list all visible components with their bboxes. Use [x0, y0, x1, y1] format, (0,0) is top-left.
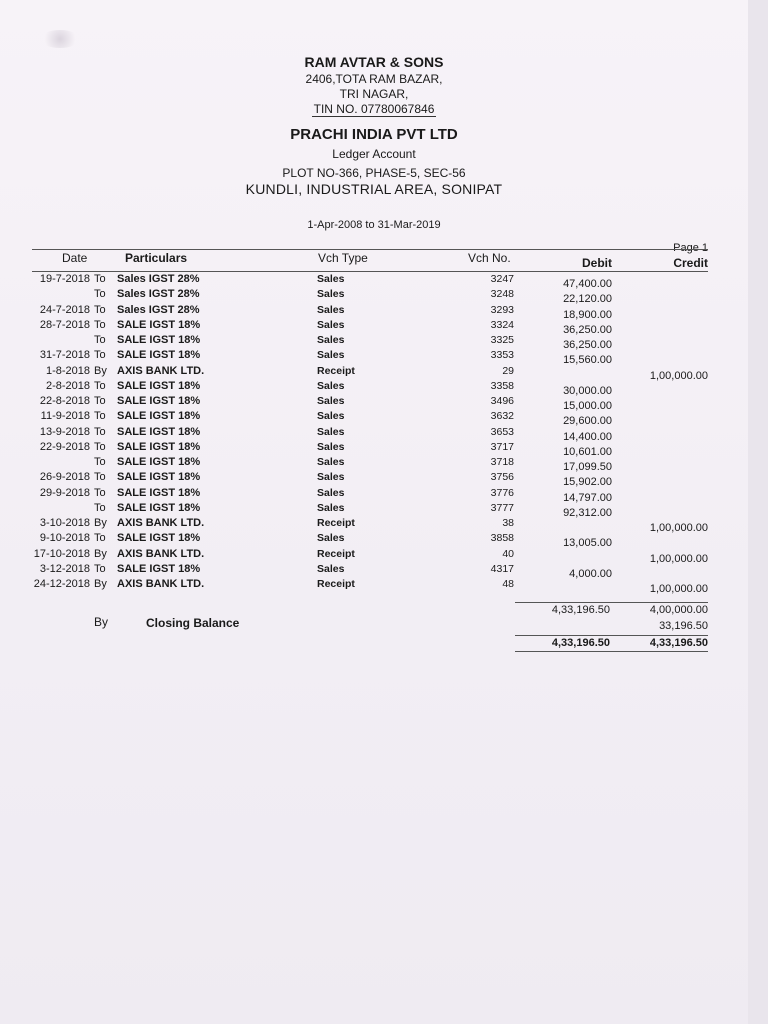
entry-direction: To — [94, 395, 106, 407]
entry-vch-type: Receipt — [317, 517, 355, 529]
entry-direction: To — [94, 440, 106, 453]
grand-total-rule-top — [515, 635, 708, 636]
entry-particulars: SALE IGST 18% — [117, 471, 201, 484]
entry-direction: To — [94, 334, 106, 346]
entry-date: 2-8-2018 — [45, 379, 90, 392]
closing-direction: By — [94, 615, 109, 629]
entry-date: 13-9-2018 — [39, 425, 90, 438]
entry-particulars: Sales IGST 28% — [117, 273, 200, 285]
entry-date: 22-9-2018 — [39, 440, 90, 453]
entry-date: 24-7-2018 — [39, 303, 90, 316]
table-row — [0, 304, 748, 319]
closing-balance-label: Closing Balance — [146, 616, 240, 630]
subtotal-debit: 4,33,196.50 — [551, 604, 610, 616]
party-address-line2: KUNDLI, INDUSTRIAL AREA, SONIPAT — [245, 181, 503, 197]
entry-debit: 92,312.00 — [563, 506, 612, 519]
entry-particulars: SALE IGST 18% — [117, 425, 201, 438]
table-row — [0, 410, 748, 428]
entry-particulars: SALE IGST 18% — [117, 410, 201, 423]
entry-date: 26-9-2018 — [39, 471, 90, 484]
entry-vch-type: Sales — [317, 425, 345, 438]
entry-particulars: AXIS BANK LTD. — [117, 578, 205, 590]
table-row — [0, 273, 748, 288]
entry-vch-no: 3293 — [490, 303, 514, 316]
entry-date: 3-12-2018 — [39, 562, 90, 575]
table-row — [0, 487, 748, 502]
entry-debit: 18,900.00 — [563, 308, 612, 321]
entry-vch-type: Sales — [317, 456, 345, 468]
entry-particulars: Sales IGST 28% — [117, 303, 200, 316]
entry-direction: To — [94, 303, 106, 316]
firm-address-line1: 2406,TOTA RAM BAZAR, — [305, 72, 443, 86]
entry-vch-no: 38 — [502, 517, 514, 529]
entry-date: 19-7-2018 — [39, 273, 90, 285]
entry-debit: 36,250.00 — [563, 323, 612, 336]
entry-debit: 15,902.00 — [563, 476, 612, 489]
entry-date: 11-9-2018 — [40, 410, 90, 423]
entry-vch-no: 3325 — [490, 334, 514, 346]
entry-particulars: SALE IGST 18% — [117, 349, 201, 362]
firm-name: RAM AVTAR & SONS — [304, 54, 444, 70]
entry-date: 24-12-2018 — [33, 578, 90, 590]
entry-vch-type: Sales — [317, 532, 345, 545]
entry-date: 1-8-2018 — [45, 364, 90, 377]
entry-vch-type: Sales — [317, 471, 345, 484]
entry-vch-type: Receipt — [317, 547, 355, 560]
entry-debit: 29,600.00 — [563, 415, 612, 428]
entry-vch-type: Receipt — [317, 578, 355, 590]
entry-debit: 10,601.00 — [563, 445, 612, 458]
table-row — [0, 334, 748, 349]
entry-direction: To — [94, 532, 106, 545]
entry-direction: By — [94, 547, 107, 560]
table-row — [0, 563, 748, 578]
entry-direction: To — [94, 471, 106, 484]
entry-vch-type: Sales — [317, 440, 345, 453]
entry-particulars: SALE IGST 18% — [117, 379, 201, 392]
entry-credit: 1,00,000.00 — [649, 583, 708, 595]
table-row — [0, 578, 748, 593]
header-rule-top — [32, 249, 708, 250]
entry-vch-type: Sales — [317, 562, 345, 575]
entry-particulars: SALE IGST 18% — [117, 456, 201, 468]
entry-direction: By — [94, 364, 107, 377]
entry-debit: 4,000.00 — [569, 567, 612, 580]
entry-vch-no: 3776 — [490, 486, 514, 499]
entry-direction: To — [94, 379, 106, 392]
entry-particulars: AXIS BANK LTD. — [117, 364, 205, 377]
entry-vch-no: 3247 — [490, 273, 514, 285]
firm-address-line2: TRI NAGAR, — [339, 87, 409, 101]
table-row — [0, 471, 748, 489]
entry-debit: 17,099.50 — [563, 461, 612, 473]
entry-vch-type: Sales — [317, 379, 345, 392]
table-row — [0, 426, 748, 441]
grand-total-credit: 4,33,196.50 — [649, 637, 708, 649]
subtotal-rule — [515, 602, 708, 603]
table-row — [0, 395, 748, 410]
col-header-date: Date — [62, 251, 88, 265]
entry-vch-no: 3653 — [490, 425, 514, 438]
entry-date: 17-10-2018 — [33, 547, 90, 560]
entry-vch-type: Sales — [317, 318, 345, 331]
entry-debit: 15,000.00 — [563, 400, 612, 412]
entry-vch-no: 3858 — [490, 532, 514, 545]
entry-vch-type: Sales — [317, 288, 345, 301]
entry-date: 22-8-2018 — [39, 395, 90, 407]
entry-particulars: SALE IGST 18% — [117, 440, 201, 453]
entry-date: 28-7-2018 — [39, 318, 90, 331]
entry-direction: By — [94, 517, 107, 529]
table-row — [0, 349, 748, 367]
entry-particulars: Sales IGST 28% — [117, 288, 200, 301]
entry-direction: To — [94, 318, 106, 331]
table-row — [0, 365, 748, 380]
col-header-debit: Debit — [582, 256, 612, 270]
table-row — [0, 288, 748, 306]
entry-particulars: SALE IGST 18% — [117, 501, 201, 514]
entry-particulars: AXIS BANK LTD. — [117, 547, 205, 560]
entry-credit: 1,00,000.00 — [649, 369, 708, 382]
entry-direction: To — [94, 410, 106, 423]
entry-date: 29-9-2018 — [39, 486, 90, 499]
entry-vch-no: 3718 — [490, 456, 514, 468]
col-header-vch-type: Vch Type — [318, 251, 368, 265]
entry-vch-type: Sales — [317, 334, 345, 346]
entry-vch-type: Sales — [317, 486, 345, 499]
entry-vch-no: 3353 — [490, 349, 514, 362]
entry-debit: 15,560.00 — [563, 354, 612, 367]
table-row — [0, 319, 748, 334]
entry-direction: To — [94, 273, 106, 285]
paper-smudge — [40, 30, 80, 48]
entry-particulars: SALE IGST 18% — [117, 486, 201, 499]
entry-vch-no: 3496 — [490, 395, 514, 407]
table-row — [0, 548, 748, 563]
entry-direction: To — [94, 425, 106, 438]
party-address-line1: PLOT NO-366, PHASE-5, SEC-56 — [282, 166, 466, 180]
entry-particulars: SALE IGST 18% — [117, 318, 201, 331]
subtotal-credit: 4,00,000.00 — [649, 604, 708, 616]
entry-particulars: AXIS BANK LTD. — [117, 517, 205, 529]
entry-direction: To — [94, 456, 106, 468]
table-row — [0, 517, 748, 532]
entry-vch-no: 3358 — [490, 379, 514, 392]
table-row — [0, 380, 748, 395]
entry-debit: 30,000.00 — [563, 384, 612, 397]
col-header-particulars: Particulars — [125, 251, 188, 265]
entry-credit: 1,00,000.00 — [649, 522, 708, 534]
ledger-period: 1-Apr-2008 to 31-Mar-2019 — [307, 219, 441, 231]
scan-edge — [748, 0, 768, 1024]
entry-credit: 1,00,000.00 — [649, 552, 708, 565]
grand-total-rule-bottom — [515, 651, 708, 652]
entry-vch-type: Sales — [317, 410, 345, 423]
entry-direction: To — [94, 486, 106, 499]
table-row — [0, 441, 748, 456]
entry-vch-type: Receipt — [317, 364, 355, 377]
entry-vch-no: 40 — [502, 547, 514, 560]
page-number: Page 1 — [673, 242, 708, 254]
entry-vch-type: Sales — [317, 303, 345, 316]
firm-tin-wrapper — [0, 102, 748, 116]
entry-vch-type: Sales — [317, 273, 345, 285]
entry-vch-type: Sales — [317, 395, 345, 407]
entry-debit: 14,400.00 — [563, 430, 612, 443]
entry-vch-no: 29 — [502, 364, 514, 377]
table-row — [0, 502, 748, 517]
entry-debit: 36,250.00 — [563, 339, 612, 351]
entry-vch-no: 3324 — [490, 318, 514, 331]
entry-vch-no: 4317 — [490, 562, 514, 575]
table-row — [0, 456, 748, 471]
entry-vch-no: 3777 — [490, 501, 514, 514]
entry-vch-no: 3632 — [490, 410, 514, 423]
entry-vch-type: Sales — [317, 349, 345, 362]
entry-particulars: SALE IGST 18% — [117, 395, 201, 407]
entry-direction: To — [94, 349, 106, 362]
entry-particulars: SALE IGST 18% — [117, 562, 201, 575]
entry-debit: 13,005.00 — [563, 537, 612, 550]
entry-date: 9-10-2018 — [39, 532, 90, 545]
entry-direction: To — [94, 501, 106, 514]
entry-vch-type: Sales — [317, 501, 345, 514]
col-header-credit: Credit — [673, 256, 708, 270]
entry-direction: By — [94, 578, 107, 590]
ledger-label: Ledger Account — [332, 147, 416, 161]
entry-debit: 47,400.00 — [563, 278, 612, 290]
entry-date: 31-7-2018 — [39, 349, 90, 362]
firm-tin: TIN NO. 07780067846 — [313, 102, 435, 116]
entry-date: 3-10-2018 — [39, 517, 90, 529]
table-row — [0, 532, 748, 550]
entry-vch-no: 3717 — [490, 440, 514, 453]
party-name: PRACHI INDIA PVT LTD — [290, 126, 458, 143]
header-rule-bottom — [32, 271, 708, 272]
entry-debit: 14,797.00 — [563, 491, 612, 504]
grand-total-debit: 4,33,196.50 — [551, 637, 610, 649]
entry-vch-no: 3248 — [490, 288, 514, 301]
col-header-vch-no: Vch No. — [468, 251, 511, 265]
entry-vch-no: 48 — [502, 578, 514, 590]
closing-balance-credit: 33,196.50 — [659, 620, 708, 632]
entry-direction: To — [94, 288, 106, 301]
entry-particulars: SALE IGST 18% — [117, 334, 201, 346]
entry-vch-no: 3756 — [490, 471, 514, 484]
entry-direction: To — [94, 562, 106, 575]
entry-particulars: SALE IGST 18% — [117, 532, 201, 545]
entry-debit: 22,120.00 — [563, 293, 612, 306]
